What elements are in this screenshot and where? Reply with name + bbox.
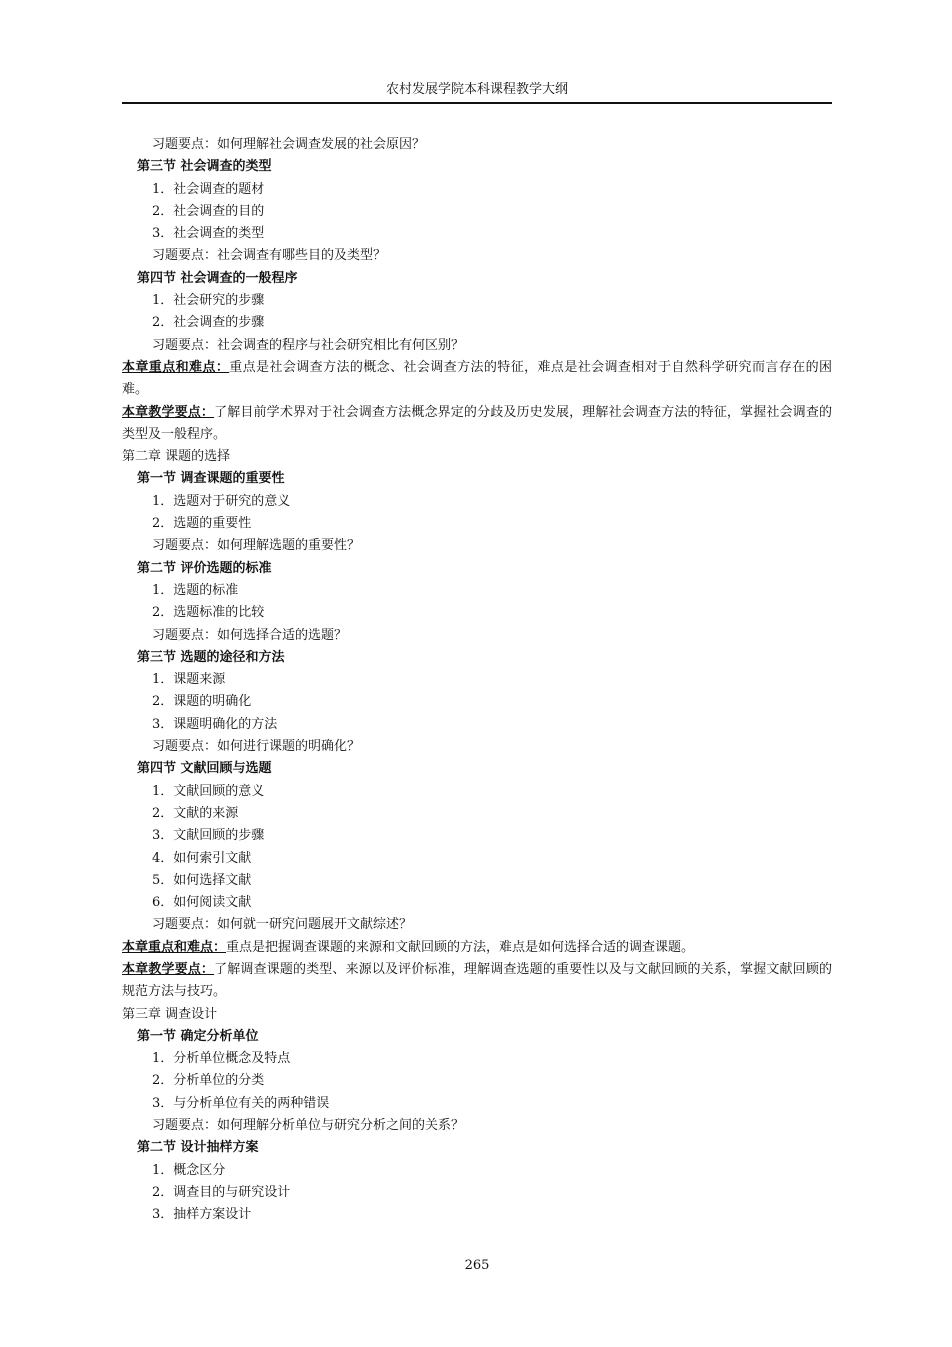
list-item: 2．社会调查的目的 [152,203,265,219]
list-item: 6．如何阅读文献 [152,895,252,911]
summary-label: 本章重点和难点： [122,939,227,955]
list-item: 2．课题的明确化 [152,694,252,710]
list-item: 3．社会调查的类型 [152,226,265,242]
list-item: 1．课题来源 [152,672,226,688]
chapter-summary [122,402,832,447]
section-heading: 第三节 社会调查的类型 [137,159,272,175]
list-item: 3．课题明确化的方法 [152,716,278,732]
summary-label: 本章教学要点： [122,404,215,420]
section-heading: 第三节 选题的途径和方法 [137,649,285,665]
list-item: 1．选题对于研究的意义 [152,493,291,509]
summary-label: 本章教学要点： [122,961,215,977]
page-header-title: 农村发展学院本科课程教学大纲 [385,82,568,97]
list-item: 2．文献的来源 [152,805,239,821]
exercise-point: 习题要点：如何选择合适的选题？ [152,627,348,643]
exercise-point: 习题要点：如何进行课题的明确化？ [152,739,361,755]
list-item: 1．社会调查的题材 [152,181,265,197]
exercise-point: 习题要点：如何理解社会调查发展的社会原因？ [152,137,426,152]
summary-text: 重点是把握调查课题的来源和文献回顾的方法，难点是如何选择合适的调查课题。 [226,939,695,955]
list-item: 2．分析单位的分类 [152,1073,265,1089]
list-item: 1．概念区分 [152,1162,226,1178]
section-heading: 第二节 评价选题的标准 [137,560,272,576]
section-heading: 第二节 设计抽样方案 [137,1140,259,1156]
document-body [122,134,832,1227]
chapter-heading: 第二章 课题的选择 [122,449,231,465]
exercise-point: 习题要点：如何理解分析单位与研究分析之间的关系？ [152,1118,465,1134]
page-number: 265 [464,1258,490,1273]
section-heading: 第一节 确定分析单位 [137,1028,259,1044]
list-item: 5．如何选择文献 [152,872,252,888]
list-item: 1．社会研究的步骤 [152,293,265,309]
chapter-summary [122,357,832,402]
list-item: 1．分析单位概念及特点 [152,1051,291,1067]
list-item: 2．调查目的与研究设计 [152,1184,291,1200]
list-item: 4．如何索引文献 [152,850,252,866]
list-item: 3．与分析单位有关的两种错误 [152,1095,330,1111]
summary-label: 本章重点和难点： [122,359,230,375]
section-heading: 第四节 社会调查的一般程序 [137,270,298,286]
list-item: 3．抽样方案设计 [152,1207,252,1223]
list-item: 1．文献回顾的意义 [152,783,265,799]
summary-text: 了解目前学术界对于社会调查方法概念界定的分歧及历史发展，理解社会调查方法的特征，掌握社会调查的类型及一般程序。 [122,404,832,442]
chapter-summary [122,959,832,1004]
summary-text: 重点是社会调查方法的概念、社会调查方法的特征，难点是社会调查相对于自然科学研究而言存在的困难。 [122,359,832,398]
exercise-point: 习题要点：如何就一研究问题展开文献综述？ [152,917,413,933]
list-item: 2．选题标准的比较 [152,605,265,621]
section-heading: 第一节 调查课题的重要性 [137,471,285,487]
header-rule [122,102,832,104]
summary-text: 了解调查课题的类型、来源以及评价标准，理解调查选题的重要性以及与文献回顾的关系，掌握文献回顾的规范方法与技巧。 [122,961,832,1000]
exercise-point: 习题要点：社会调查的程序与社会研究相比有何区别？ [152,337,465,353]
list-item: 1．选题的标准 [152,582,239,598]
exercise-point: 习题要点：社会调查有哪些目的及类型？ [152,248,387,264]
section-heading: 第四节 文献回顾与选题 [137,761,272,777]
chapter-heading: 第三章 调查设计 [122,1006,218,1022]
list-item: 3．文献回顾的步骤 [152,828,265,844]
list-item: 2．选题的重要性 [152,516,252,532]
exercise-point: 习题要点：如何理解选题的重要性？ [152,538,361,554]
chapter-summary [122,937,832,959]
list-item: 2．社会调查的步骤 [152,315,265,331]
